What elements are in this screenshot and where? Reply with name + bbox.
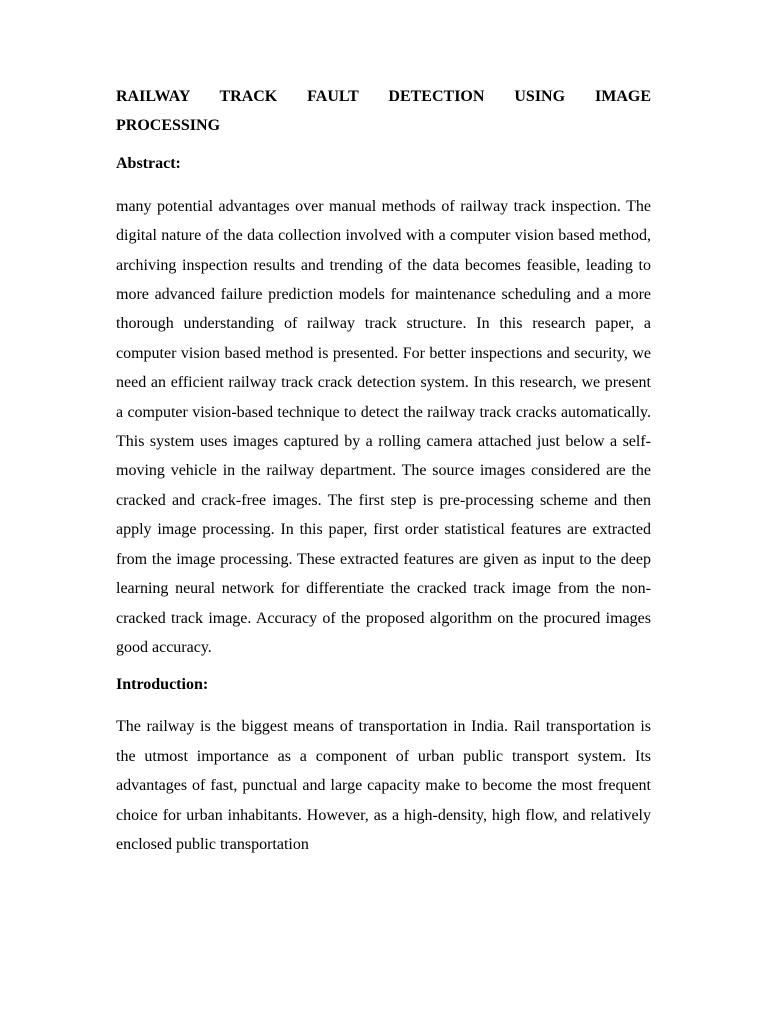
abstract-body: many potential advantages over manual methods of railway track inspection. The digital nature of the data collection involved with a computer vision based method, archiving inspection results and trending of the data becomes feasible, leading to more advanced failure prediction models for maintenance scheduling and a more thorough understanding of railway track structure. In this research paper, a computer vision based method is presented. For better inspections and security, we need an efficient railway track crack detection system. In this research, we present a computer vision-based technique to detect the railway track cracks automatically. This system uses images captured by a rolling camera attached just below a self-moving vehicle in the railway department. The source images considered are the cracked and crack-free images. The first step is pre-processing scheme and then apply image processing. In this paper, first order statistical features are extracted from the image processing. These extracted features are given as input to the deep learning neural network for differentiate the cracked track image from the non-cracked track image. Accuracy of the proposed algorithm on the procured images good accuracy. xyxy=(116,197,651,656)
abstract-heading: Abstract: xyxy=(116,154,181,172)
introduction-heading: Introduction: xyxy=(116,676,209,694)
introduction-body: The railway is the biggest means of transportation in India. Rail transportation is the utmost importance as a component of urban public transport system. Its advantages of fast, punctual and large capacity make to become the most frequent choice for urban inhabitants. However, as a high-density, high flow, and relatively enclosed public transportation xyxy=(116,718,651,853)
document-page xyxy=(116,82,651,859)
paper-title: RAILWAY TRACK FAULT DETECTION USING IMAGE PROCESSING xyxy=(116,88,651,135)
